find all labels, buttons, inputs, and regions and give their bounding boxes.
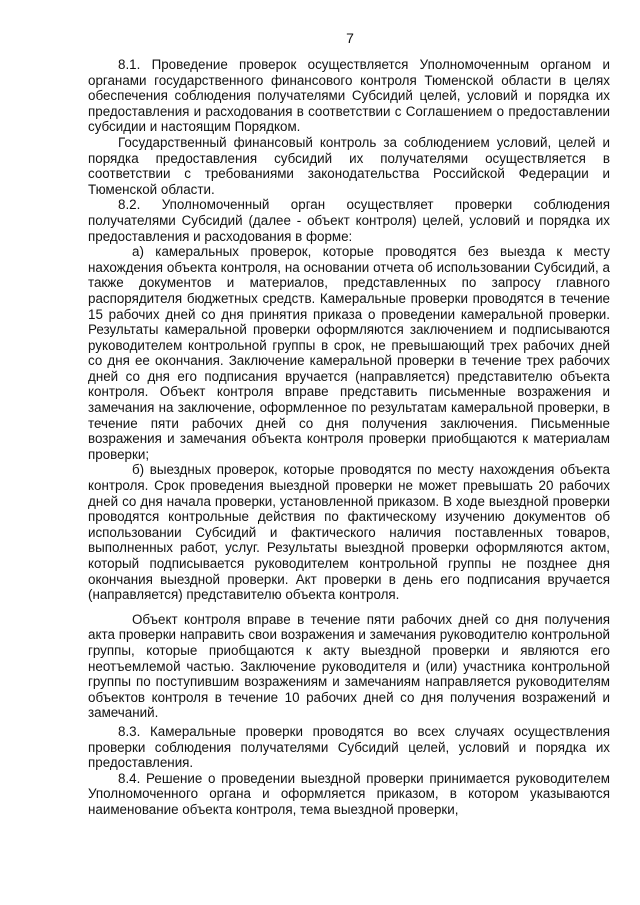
paragraph-8-1: 8.1. Проведение проверок осуществляется Уполномоченным органом и органами государственного финансового контроля Тюменской области в целях обеспечения соблюдения получателями Субсидий целей, условий и порядка их предоставления и расходования в соответствии с Соглашением о предоставлении субсидии и настоящим Порядком.	[88, 57, 610, 135]
page-number: 7	[346, 30, 354, 46]
paragraph-8-2: 8.2. Уполномоченный орган осуществляет проверки соблюдения получателями Субсидий (далее - объект контроля) целей, условий и порядка их предоставления и расходования в форме:	[88, 197, 610, 244]
document-body	[88, 57, 610, 818]
paragraph-8-3: 8.3. Камеральные проверки проводятся во всех случаях осуществления проверки соблюдения получателями Субсидий целей, условий и порядка их предоставления.	[88, 723, 610, 771]
paragraph-8-2-a: а) камеральных проверок, которые проводятся без выезда к месту нахождения объекта контроля, на основании отчета об использовании Субсидий, а также документов и материалов, представленных по запросу главного распорядителя бюджетных средств. Камеральные проверки проводятся в течение 15 рабочих дней со дня принятия приказа о проведении камеральной проверки. Результаты камеральной проверки оформляются заключением и подписываются руководителем контрольной группы в срок, не превышающий трех рабочих дней со дня ее окончания. Заключение камеральной проверки в течение трех рабочих дней со дня его подписания вручается (направляется) представителю объекта контроля. Объект контроля вправе представить письменные возражения и замечания на заключение, оформленное по результатам камеральной проверки, в течение пяти рабочих дней со дня получения заключения. Письменные возражения и замечания объекта контроля проверки приобщаются к материалам проверки;	[88, 244, 610, 462]
paragraph-objections: Объект контроля вправе в течение пяти рабочих дней со дня получения акта проверки направить свои возражения и замечания руководителю контрольной группы, которые приобщаются к акту выездной проверки и являются его неотъемлемой частью. Заключение руководителя и (или) участника контрольной группы по поступившим возражениям и замечаниям направляется руководителям объектов контроля в течение 10 рабочих дней со дня получения возражений и замечаний.	[88, 611, 610, 721]
paragraph-state-control: Государственный финансовый контроль за соблюдением условий, целей и порядка предоставления субсидий их получателями осуществляется в соответствии с требованиями законодательства Российской Федерации и Тюменской области.	[88, 134, 610, 197]
paragraph-8-2-b: б) выездных проверок, которые проводятся по месту нахождения объекта контроля. Срок проведения выездной проверки не может превышать 20 рабочих дней со дня начала проверки, установленной приказом. В ходе выездной проверки проводятся контрольные действия по фактическому изучению документов об использовании Субсидий и фактического наличия поставленных товаров, выполненных работ, услуг. Результаты выездной проверки оформляются актом, который подписывается руководителем контрольной группы не позднее дня окончания выездной проверки. Акт проверки в день его подписания вручается (направляется) представителю объекта контроля.	[88, 462, 610, 603]
paragraph-8-4: 8.4. Решение о проведении выездной проверки принимается руководителем Уполномоченного органа и оформляется приказом, в котором указываются наименование объекта контроля, тема выездной проверки,	[88, 770, 610, 817]
